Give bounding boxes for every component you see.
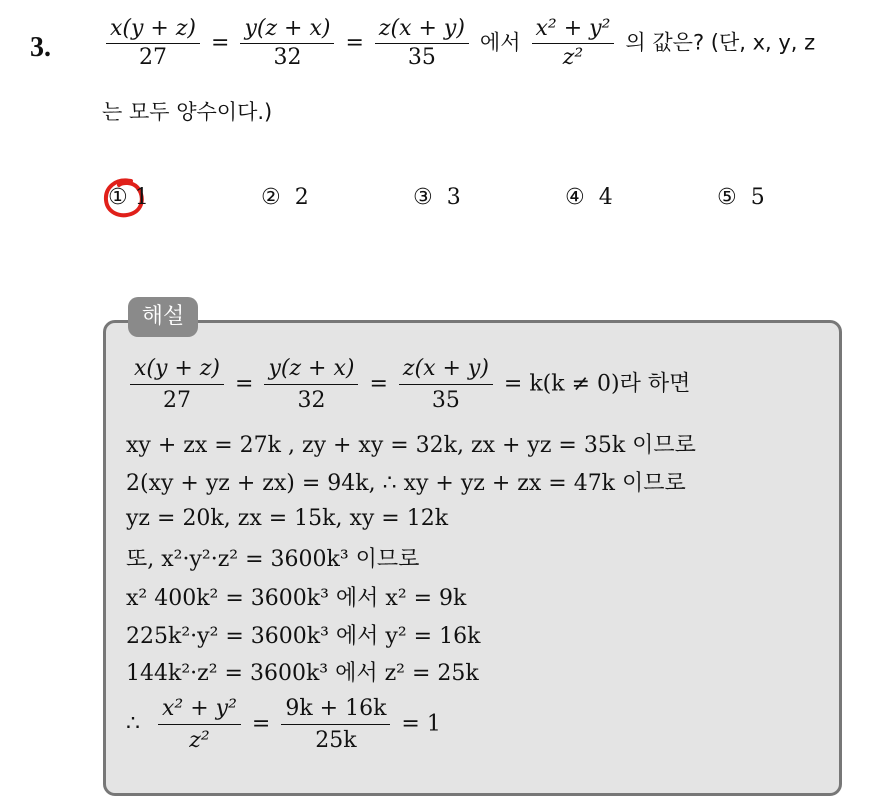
question-condition: 는 모두 양수이다.) (102, 100, 273, 124)
solution-line-4: yz = 20k, zx = 15k, xy = 12k (126, 506, 449, 531)
fraction-2: $\frac{y(z + x)}{32}$ (240, 18, 334, 69)
choice-2[interactable]: ② 2 (261, 185, 309, 210)
solution-line-5: 또, x²·y²·z² = 3600k³ 이므로 (126, 547, 420, 572)
solution-line-6: x² 400k² = 3600k³ 에서 x² = 9k (126, 586, 467, 611)
choice-5[interactable]: ⑤ 5 (717, 185, 765, 210)
target-fraction: $\frac{\text{x² + y²}}{\text{z²}}$ (532, 18, 615, 69)
choice-1[interactable]: ① 1 (108, 185, 149, 210)
solution-line-9: ∴ $\frac{\text{x² + y²}}{\text{z²}}$ = $\frac{9k + 16k}{25k}$ = 1 (126, 696, 441, 753)
solution-line-2: xy + zx = 27k , zy + xy = 32k, zx + yz = 35k 이므로 (126, 433, 696, 458)
choice-4[interactable]: ④ 4 (565, 185, 613, 210)
solution-line-3: 2(xy + yz + zx) = 94k, ∴ xy + yz + zx = 47k 이므로 (126, 471, 686, 496)
choice-3[interactable]: ③ 3 (413, 185, 461, 210)
question-number: 3. (30, 32, 51, 63)
solution-line-1: $\frac{x(y + z)}{27}$ = $\frac{y(z + x)}{32}$ = $\frac{z(x + y)}{35}$ = k(k ≠ 0)라 하면 (126, 356, 690, 413)
solution-line-7: 225k²·y² = 3600k³ 에서 y² = 16k (126, 624, 481, 649)
fraction-3: $\frac{z(x + y)}{35}$ (375, 18, 469, 69)
solution-line-8: 144k²·z² = 3600k³ 에서 z² = 25k (126, 661, 479, 686)
question-stem: $\frac{x(y + z)}{27}$ = $\frac{y(z + x)}{32}$ = $\frac{z(x + y)}{35}$ 에서 $\frac{\text{x² + y²}}{\text{z²}}$ 의 값은? (단, x, y, z (102, 18, 815, 69)
solution-label: 해설 (128, 297, 198, 337)
fraction-1: $\frac{x(y + z)}{27}$ (106, 18, 200, 69)
